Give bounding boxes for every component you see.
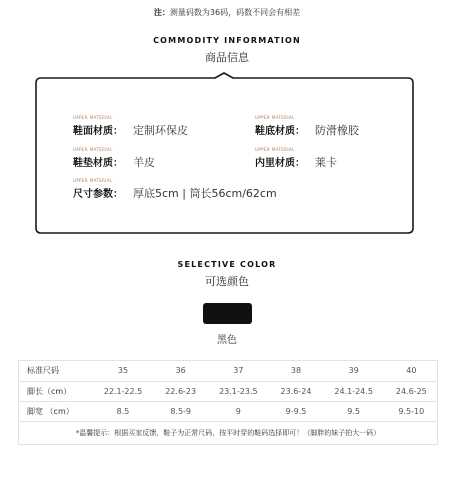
- attr-value: 防滑橡胶: [315, 124, 359, 137]
- attr-label: 尺寸参数：: [73, 189, 123, 200]
- attr-sole-material: [255, 115, 359, 138]
- attr-value: 定制环保皮: [133, 124, 188, 137]
- color-swatch-black[interactable]: [203, 303, 252, 324]
- table-cell: 37: [206, 361, 270, 381]
- commodity-title-en: COMMODITY INFORMATION: [153, 36, 301, 45]
- commodity-title-zh: 商品信息: [205, 51, 249, 64]
- attr-en: UPPER MATERIAL: [73, 115, 113, 120]
- table-cell: 35: [91, 361, 155, 381]
- selective-title-en: SELECTIVE COLOR: [177, 260, 277, 269]
- table-cell: 23.1-23.5: [206, 381, 270, 401]
- table-row: [19, 381, 437, 401]
- attr-value: 莱卡: [315, 156, 337, 169]
- table-cell: 9: [206, 401, 270, 421]
- attr-en: UPPER MATERIAL: [73, 178, 113, 183]
- table-cell: 8.5-9: [155, 401, 206, 421]
- table-row: [19, 361, 437, 381]
- attr-en: UPPER MATERIAL: [255, 147, 295, 152]
- table-cell: 22.6-23: [155, 381, 206, 401]
- row-header: 脚宽 （cm）: [19, 401, 91, 421]
- attr-label: 鞋底材质：: [255, 126, 305, 137]
- table-cell: 40: [386, 361, 437, 381]
- table-cell: 36: [155, 361, 206, 381]
- attr-en: UPPER MATERIAL: [73, 147, 113, 152]
- attr-label: 鞋垫材质：: [73, 158, 123, 169]
- attr-size-params: [73, 178, 277, 201]
- size-table: [18, 360, 438, 445]
- attr-value: 厚底5cm | 筒长56cm/62cm: [133, 187, 277, 200]
- table-cell: 9.5-10: [386, 401, 437, 421]
- table-row: [19, 401, 437, 421]
- table-cell: 9.5: [322, 401, 386, 421]
- table-cell: 38: [270, 361, 321, 381]
- attr-insole-material: [73, 147, 155, 170]
- table-cell: 24.1-24.5: [322, 381, 386, 401]
- attr-label: 内里材质：: [255, 158, 305, 169]
- selective-title-zh: 可选颜色: [205, 275, 249, 288]
- table-cell: 8.5: [91, 401, 155, 421]
- attr-upper-material: [73, 115, 188, 138]
- attr-label: 鞋面材质：: [73, 126, 123, 137]
- row-header: 脚长（cm）: [19, 381, 91, 401]
- size-tip: *温馨提示：根据买家反馈，鞋子为正常尺码，按平时穿的鞋码选择即可！（脚胖的妹子拍大一码）: [75, 428, 381, 437]
- attr-value: 羊皮: [133, 156, 155, 169]
- table-cell: 22.1-22.5: [91, 381, 155, 401]
- measurement-note: 注：测量码数为36码，码数不同会有相差: [153, 8, 301, 17]
- table-cell: 39: [322, 361, 386, 381]
- color-name: 黑色: [217, 335, 237, 346]
- table-cell: 9-9.5: [270, 401, 321, 421]
- attr-lining-material: [255, 147, 337, 170]
- attr-en: UPPER MATERIAL: [255, 115, 295, 120]
- table-cell: 24.6-25: [386, 381, 437, 401]
- commodity-info-card: [35, 72, 414, 234]
- table-cell: 23.6-24: [270, 381, 321, 401]
- row-header: 标准尺码: [19, 361, 91, 381]
